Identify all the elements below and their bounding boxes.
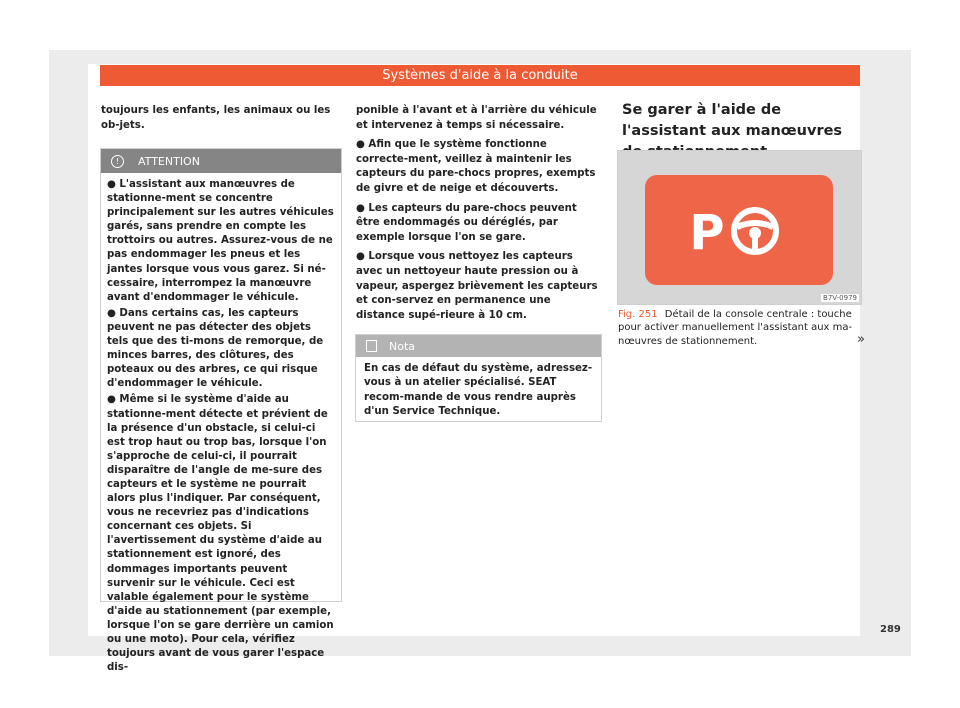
paragraph: ● Afin que le système fonctionne correcte-ment, veillez à maintenir les capteurs du pare-chocs propres, exempts de givre et de neige et découverts.	[356, 139, 596, 194]
column-1	[101, 104, 338, 138]
paragraph: ● Les capteurs du pare-chocs peuvent être endommagés ou déréglés, par exemple lorsque l'on se gare.	[356, 202, 577, 243]
figure-caption	[618, 308, 858, 348]
warning-item: ● L'assistant aux manœuvres de stationne-ment se concentre principalement sur les autres véhicules garés, sans prendre en compte les trottoirs ou autres. Assurez-vous de ne pas endommager les pneus et les jantes lorsque vous vous garez. Si né-cessaire, interrompez la manœuvre avant d'endommager le véhicule.	[107, 179, 334, 303]
section-title: Se garer à l'aide de l'assistant aux manœuvres	[622, 100, 860, 168]
warning-header	[101, 149, 341, 173]
continue-mark: »	[857, 332, 865, 347]
warning-item: ● Dans certains cas, les capteurs peuvent ne pas détecter des objets tels que des ti-mons de remorque, de minces barres, des clôtures, des poteaux ou des arbres, ce qui risque d'endommager le véhicule.	[107, 307, 324, 390]
chapter-header: Systèmes d'aide à la conduite	[100, 65, 860, 86]
note-icon	[366, 340, 377, 352]
note-header	[356, 335, 601, 357]
note-title: Nota	[389, 339, 416, 353]
figure-park-assist	[617, 150, 862, 305]
page-number: 289	[880, 624, 901, 635]
note-text: En cas de défaut du système, adressez-vous à un atelier spécialisé. SEAT recom-mande de vous rendre auprès d'un Service Technique.	[364, 363, 593, 417]
figure-label: Fig. 251	[618, 309, 658, 320]
park-assist-letter: P	[689, 205, 725, 261]
park-assist-button	[645, 175, 833, 285]
column-2	[356, 104, 599, 328]
note-box	[355, 334, 602, 422]
warning-box	[100, 148, 342, 674]
paragraph: ● Lorsque vous nettoyez les capteurs avec un nettoyeur haute pression ou à vapeur, aspergez brièvement les capteurs et con-servez en permanence une distance supé-rieure à 10 cm.	[356, 251, 598, 321]
park-assist-icon	[645, 175, 833, 285]
paragraph: ponible à l'avant et à l'arrière du véhicule et intervenez à temps si nécessaire.	[356, 105, 597, 131]
warning-icon: !	[111, 155, 124, 168]
warning-body	[101, 173, 341, 675]
warning-title: ATTENTION	[138, 154, 200, 168]
figure-caption-text: Détail de la console centrale : touche pour activer manuellement l'assistant aux ma-nœuvres de stationnement.	[618, 309, 853, 347]
figure-code: B7V-0979	[823, 294, 857, 302]
warning-item: ● Même si le système d'aide au stationne-ment détecte et prévient de la présence d'un obstacle, si celui-ci est trop haut ou trop bas, lorsque l'on s'approche de celui-ci, il pourrait disparaître de l'angle de me-sure des capteurs et le système ne pourrait alors plus l'indiquer. Par conséquent, vous ne recevriez pas d'indications concernant ces objets. Si l'avertissement du système d'aide au stationnement est ignoré, des dommages importants peuvent survenir sur le véhicule. Ceci est valable également pour le système d'aide au stationnement (par exemple, lorsque l'on se gare derrière un camion ou une moto). Pour cela, vérifiez toujours avant de vous garer l'espace dis-	[107, 394, 334, 674]
intro-text: toujours les enfants, les animaux ou les ob-jets.	[101, 105, 331, 131]
